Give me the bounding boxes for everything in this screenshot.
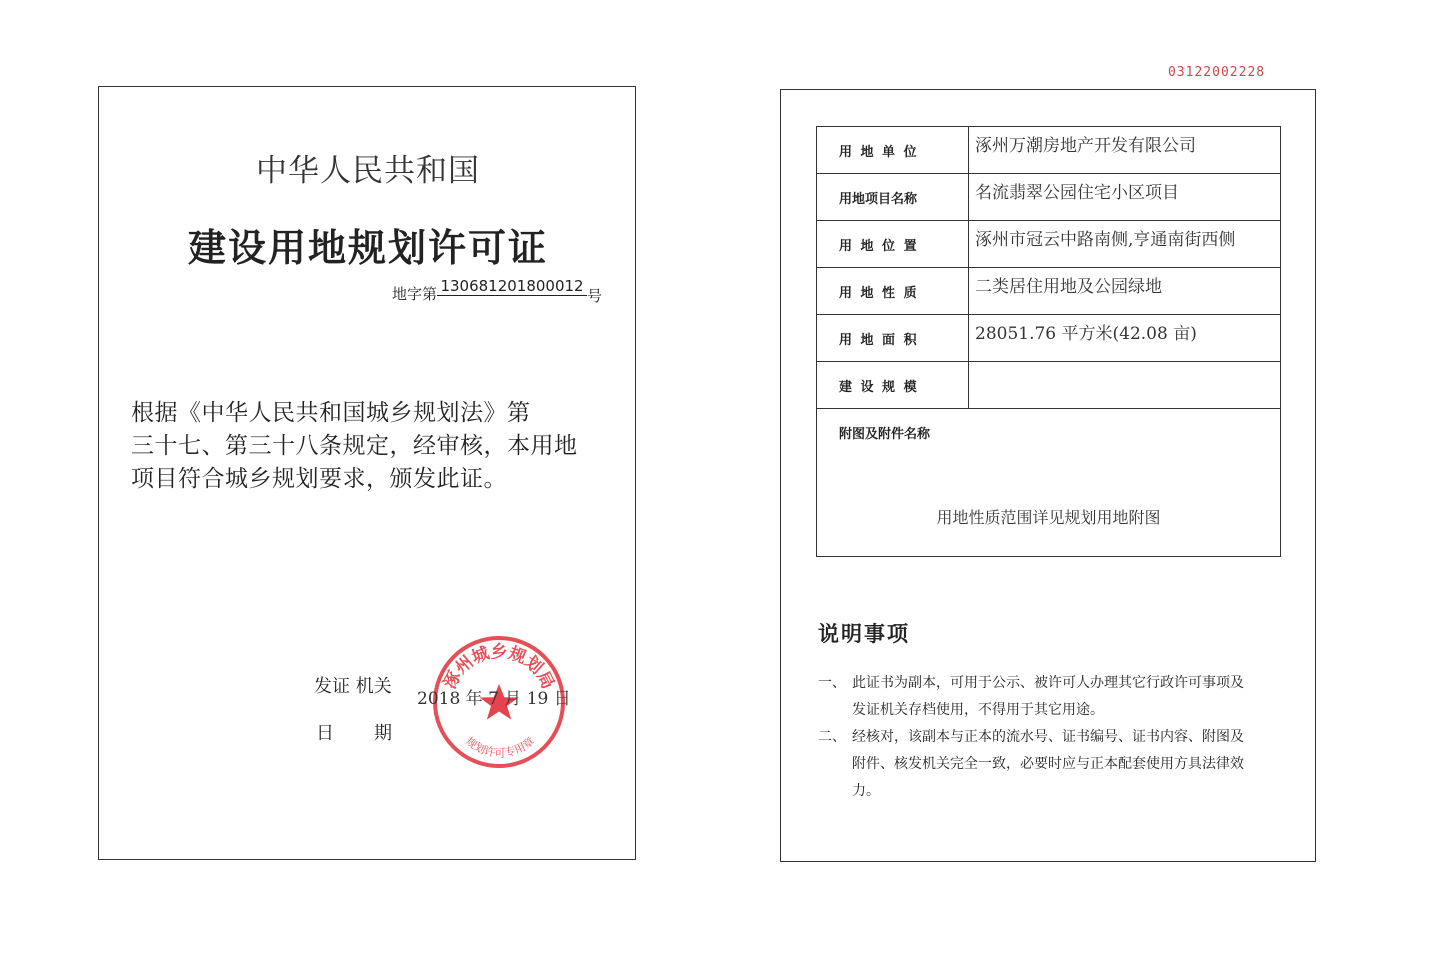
row-label: 用地项目名称 [817, 174, 969, 221]
date-label-char: 日 [316, 723, 334, 744]
certificate-body-text [131, 397, 611, 496]
note-line: 经核对，该副本与正本的流水号、证书编号、证书内容、附图及 [852, 729, 1244, 745]
attachments-cell [817, 409, 1281, 557]
table-row [817, 127, 1281, 174]
seal-text: 涿州城乡规划局 [440, 642, 558, 693]
note-line: 附件、核发机关完全一致，必要时应与正本配套使用方具法律效 [852, 756, 1244, 772]
body-line: 项目符合城乡规划要求，颁发此证。 [131, 466, 507, 492]
seal-bottom-text: 规划许可专用章 [463, 734, 537, 760]
row-value: 涿州万潮房地产开发有限公司 [969, 127, 1281, 174]
certificate-number-suffix: 号 [587, 287, 603, 305]
body-line: 根据《中华人民共和国城乡规划法》第 [131, 400, 531, 426]
row-value [969, 362, 1281, 409]
note-item [818, 724, 1288, 805]
issuer-label: 发证 机关 [314, 676, 392, 697]
table-row [817, 362, 1281, 409]
attachments-label: 附图及附件名称 [839, 427, 931, 442]
country-title: 中华人民共和国 [256, 153, 480, 189]
row-value: 28051.76 平方米(42.08 亩) [969, 315, 1281, 362]
row-label: 用 地 面 积 [817, 315, 969, 362]
note-text [852, 670, 1288, 724]
note-text [852, 724, 1288, 805]
svg-text:规划许可专用章 [463, 734, 537, 760]
note-line: 此证书为副本，可用于公示、被许可人办理其它行政许可事项及 [852, 675, 1244, 691]
serial-number: 03122002228 [1168, 65, 1266, 80]
table-row [817, 268, 1281, 315]
date-label [316, 719, 392, 745]
table-row [817, 174, 1281, 221]
notes-title: 说明事项 [818, 622, 910, 646]
body-line: 三十七、第三十八条规定，经审核，本用地 [131, 433, 578, 459]
certificate-front-page [98, 86, 636, 860]
issue-date: 2018 年 7 月 19 日 [417, 689, 571, 709]
date-label-char: 期 [374, 723, 392, 744]
row-label: 建 设 规 模 [817, 362, 969, 409]
row-label: 用 地 位 置 [817, 221, 969, 268]
certificate-title: 建设用地规划许可证 [187, 225, 548, 270]
certificate-number-row [392, 277, 603, 305]
certificate-number: 130681201800012 [437, 277, 587, 296]
table-row [817, 315, 1281, 362]
notes-list [818, 670, 1288, 805]
note-item [818, 670, 1288, 724]
note-marker: 二、 [818, 729, 846, 745]
row-value: 涿州市冠云中路南侧,亨通南街西侧 [969, 221, 1281, 268]
land-info-table [816, 126, 1281, 557]
attachments-row [817, 409, 1281, 557]
attachments-value: 用地性质范围详见规划用地附图 [936, 508, 1161, 527]
row-value: 二类居住用地及公园绿地 [969, 268, 1281, 315]
row-value: 名流翡翠公园住宅小区项目 [969, 174, 1281, 221]
note-line: 发证机关存档使用，不得用于其它用途。 [852, 702, 1104, 718]
row-label: 用 地 性 质 [817, 268, 969, 315]
note-line: 力。 [852, 783, 880, 799]
certificate-back-page [780, 89, 1316, 862]
certificate-number-prefix: 地字第 [392, 285, 438, 303]
note-marker: 一、 [818, 675, 846, 691]
table-row [817, 221, 1281, 268]
row-label: 用 地 单 位 [817, 127, 969, 174]
